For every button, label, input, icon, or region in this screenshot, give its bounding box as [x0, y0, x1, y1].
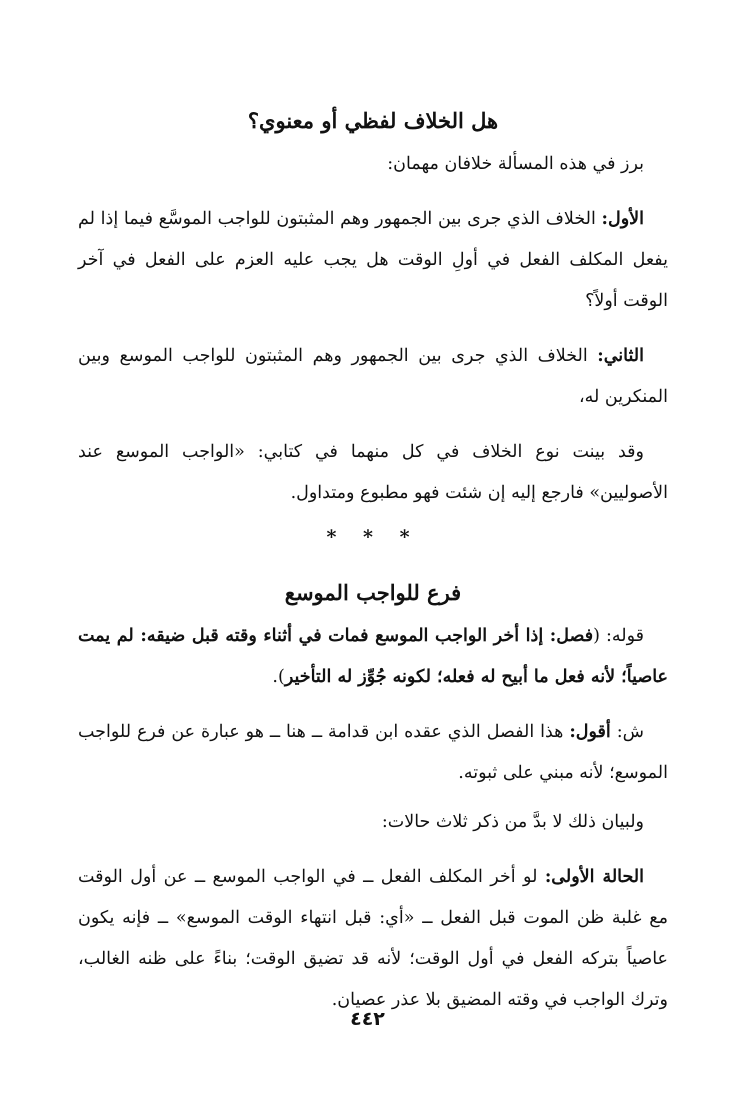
quote-prefix: قوله: ( — [593, 626, 644, 646]
cases-intro-paragraph: ولبيان ذلك لا بدَّ من ذكر ثلاث حالات: — [381, 812, 644, 832]
commentary-text: هذا الفصل الذي عقده ابن قدامة ــ هنا ــ هو عبارة عن فرع للواجب الموسع؛ لأنه مبني على ثبوته. — [78, 722, 668, 783]
quoted-text-paragraph — [78, 616, 668, 698]
reference-paragraph: وقد بينت نوع الخلاف في كل منهما في كتابي: «الواجب الموسع عند الأصوليين» فارجع إليه إن شئت فهو مطبوع ومتداول. — [78, 442, 668, 503]
quote-bold-text: فصل: إذا أخر الواجب الموسع فمات في أثناء وقته قبل ضيقه: لم يمت عاصياً؛ لأنه فعل ما أبيح له فعله؛ لكونه جُوِّز له التأخير — [78, 626, 668, 687]
first-text: الخلاف الذي جرى بين الجمهور وهم المثبتون للواجب الموسَّع فيما إذا لم يفعل المكلف الفعل في أولِ الوقت هل يجب عليه العزم على الفعل في آخر الوقت أولاً؟ — [78, 209, 668, 311]
page-number: ٤٤٢ — [350, 1008, 385, 1030]
commentary-prefix: ش: — [610, 722, 644, 742]
first-case-text: لو أخر المكلف الفعل ــ في الواجب الموسع ــ عن أول الوقت مع غلبة ظن الموت قبل الفعل ــ «أي: قبل انتهاء الوقت الموسع» ــ فإنه يكون عاصياً بتركه الفعل في أول الوقت؛ لأنه قد تضيق الوقت؛ بناءً على ظنه الغالب، وترك الواجب في وقته المضيق بلا عذر عصيان. — [78, 867, 668, 1010]
first-disagreement-paragraph — [78, 199, 668, 322]
second-label: الثاني: — [597, 346, 644, 366]
section-heading: هل الخلاف لفظي أو معنوي؟ — [247, 108, 499, 133]
document-page — [78, 96, 668, 1056]
quote-suffix: ). — [272, 667, 285, 687]
intro-paragraph: برز في هذه المسألة خلافان مهمان: — [387, 154, 644, 174]
second-disagreement-paragraph — [78, 336, 668, 418]
section-separator: * * * — [326, 526, 420, 548]
first-label: الأول: — [601, 209, 644, 229]
first-case-label: الحالة الأولى: — [544, 867, 644, 887]
commentary-label: أقول: — [569, 722, 611, 742]
subsection-heading: فرع للواجب الموسع — [284, 580, 462, 605]
first-case-paragraph — [78, 857, 668, 1021]
commentary-paragraph — [78, 712, 668, 794]
second-text: الخلاف الذي جرى بين الجمهور وهم المثبتون للواجب الموسع وبين المنكرين له، — [78, 346, 668, 407]
